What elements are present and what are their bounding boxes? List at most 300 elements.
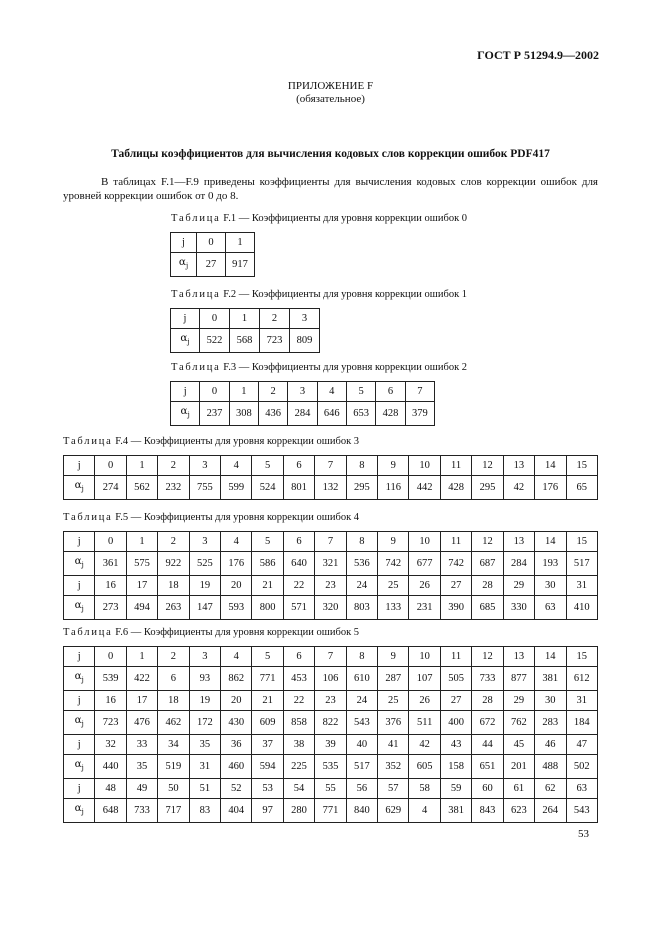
table-caption-text: F.1 — Коэффициенты для уровня коррекции ошибок 0: [223, 213, 468, 224]
j-index-cell: 10: [409, 647, 440, 667]
table-row: [64, 755, 598, 779]
j-index-cell: 0: [200, 382, 229, 402]
j-index-cell: 1: [126, 647, 157, 667]
alpha-symbol: α: [74, 555, 82, 567]
alpha-subscript: j: [81, 808, 84, 817]
coefficient-cell: 352: [378, 755, 409, 779]
coefficient-cell: 640: [283, 552, 314, 576]
coefficient-cell: 599: [221, 476, 252, 500]
j-index-cell: 13: [503, 647, 534, 667]
table-caption-f2: [171, 289, 467, 300]
coefficient-cell: 623: [503, 799, 534, 823]
j-index-cell: 39: [315, 735, 346, 755]
j-index-cell: 0: [200, 309, 230, 329]
table-row: [171, 402, 435, 426]
table-row: [64, 576, 598, 596]
j-index-cell: 15: [566, 647, 598, 667]
j-header-cell: j: [171, 233, 197, 253]
table-row: [171, 253, 255, 277]
coefficient-cell: 755: [189, 476, 220, 500]
coefficient-cell: 284: [288, 402, 317, 426]
coefficient-cell: 543: [346, 711, 377, 735]
j-index-cell: 2: [260, 309, 290, 329]
table-row: [64, 711, 598, 735]
coefficient-cell: 742: [378, 552, 409, 576]
coefficient-cell: 762: [503, 711, 534, 735]
j-index-cell: 7: [315, 456, 346, 476]
table-caption-text: F.5 — Коэффициенты для уровня коррекции ошибок 4: [115, 512, 360, 523]
coefficient-cell: 231: [409, 596, 440, 620]
j-index-cell: 35: [189, 735, 220, 755]
j-index-cell: 3: [290, 309, 320, 329]
j-index-cell: 10: [409, 532, 440, 552]
j-index-cell: 11: [440, 647, 471, 667]
j-index-cell: 26: [409, 691, 440, 711]
j-index-cell: 14: [535, 647, 566, 667]
alpha-subscript: j: [81, 764, 84, 773]
coefficient-cell: 651: [472, 755, 503, 779]
coefficient-cell: 822: [315, 711, 346, 735]
coefficient-cell: 287: [378, 667, 409, 691]
j-index-cell: 42: [409, 735, 440, 755]
j-index-cell: 56: [346, 779, 377, 799]
coefficient-cell: 605: [409, 755, 440, 779]
j-index-cell: 29: [503, 691, 534, 711]
coefficient-cell: 436: [258, 402, 287, 426]
coefficient-cell: 535: [315, 755, 346, 779]
j-index-cell: 20: [221, 576, 252, 596]
coefficient-cell: 106: [315, 667, 346, 691]
j-index-cell: 3: [288, 382, 317, 402]
coefficient-cell: 536: [346, 552, 377, 576]
j-header-cell: j: [64, 576, 95, 596]
table-row: [64, 552, 598, 576]
j-index-cell: 20: [221, 691, 252, 711]
j-index-cell: 33: [126, 735, 157, 755]
j-index-cell: 28: [472, 691, 503, 711]
j-index-cell: 0: [197, 233, 226, 253]
table-label: Таблица: [63, 512, 113, 523]
j-index-cell: 16: [95, 576, 126, 596]
j-index-cell: 4: [221, 647, 252, 667]
j-index-cell: 2: [258, 382, 287, 402]
j-index-cell: 15: [566, 532, 598, 552]
j-header-cell: j: [64, 735, 95, 755]
coefficient-cell: 571: [283, 596, 314, 620]
coefficient-cell: 97: [252, 799, 283, 823]
alpha-header-cell: [64, 596, 95, 620]
coefficient-cell: 488: [535, 755, 566, 779]
j-index-cell: 17: [126, 691, 157, 711]
j-index-cell: 8: [346, 647, 377, 667]
table-f2: [170, 308, 320, 353]
j-index-cell: 24: [346, 576, 377, 596]
coefficient-cell: 843: [472, 799, 503, 823]
j-index-cell: 2: [158, 647, 189, 667]
table-caption-f4: [63, 436, 359, 447]
coefficient-cell: 321: [315, 552, 346, 576]
coefficient-cell: 330: [503, 596, 534, 620]
coefficient-cell: 4: [409, 799, 440, 823]
coefficient-cell: 379: [405, 402, 434, 426]
table-caption-text: F.3 — Коэффициенты для уровня коррекции ошибок 2: [223, 362, 468, 373]
j-index-cell: 3: [189, 647, 220, 667]
j-index-cell: 2: [158, 532, 189, 552]
coefficient-cell: 404: [221, 799, 252, 823]
coefficient-cell: 42: [503, 476, 534, 500]
coefficient-cell: 517: [566, 552, 598, 576]
coefficient-cell: 116: [378, 476, 409, 500]
coefficient-cell: 65: [566, 476, 598, 500]
table-caption-f1: [171, 213, 467, 224]
coefficient-cell: 83: [189, 799, 220, 823]
coefficient-cell: 917: [226, 253, 255, 277]
table-row: [64, 735, 598, 755]
table-caption-f3: [171, 362, 467, 373]
coefficient-cell: 107: [409, 667, 440, 691]
alpha-symbol: α: [178, 256, 186, 268]
j-index-cell: 18: [158, 576, 189, 596]
coefficient-cell: 723: [95, 711, 126, 735]
j-index-cell: 29: [503, 576, 534, 596]
j-index-cell: 38: [283, 735, 314, 755]
coefficient-cell: 295: [346, 476, 377, 500]
j-index-cell: 23: [315, 576, 346, 596]
table-row: [64, 456, 598, 476]
table-row: [64, 691, 598, 711]
j-index-cell: 28: [472, 576, 503, 596]
coefficient-cell: 381: [535, 667, 566, 691]
alpha-header-cell: [171, 329, 200, 353]
coefficient-cell: 274: [95, 476, 126, 500]
j-index-cell: 3: [189, 456, 220, 476]
coefficient-cell: 201: [503, 755, 534, 779]
j-index-cell: 9: [378, 532, 409, 552]
j-index-cell: 6: [283, 456, 314, 476]
coefficient-cell: 803: [346, 596, 377, 620]
table-row: [64, 596, 598, 620]
coefficient-cell: 562: [126, 476, 157, 500]
j-index-cell: 5: [252, 532, 283, 552]
coefficient-cell: 133: [378, 596, 409, 620]
coefficient-cell: 733: [472, 667, 503, 691]
table-f4: [63, 455, 598, 500]
coefficient-cell: 629: [378, 799, 409, 823]
coefficient-cell: 502: [566, 755, 598, 779]
coefficient-cell: 677: [409, 552, 440, 576]
j-index-cell: 5: [252, 456, 283, 476]
j-index-cell: 53: [252, 779, 283, 799]
j-index-cell: 27: [440, 691, 471, 711]
j-index-cell: 0: [95, 456, 126, 476]
alpha-header-cell: [64, 799, 95, 823]
j-index-cell: 63: [566, 779, 598, 799]
j-index-cell: 14: [535, 532, 566, 552]
j-index-cell: 57: [378, 779, 409, 799]
coefficient-cell: 361: [95, 552, 126, 576]
coefficient-cell: 320: [315, 596, 346, 620]
table-f6: [63, 646, 598, 823]
j-index-cell: 0: [95, 532, 126, 552]
coefficient-cell: 809: [290, 329, 320, 353]
j-index-cell: 25: [378, 576, 409, 596]
table-row: [64, 476, 598, 500]
j-index-cell: 25: [378, 691, 409, 711]
coefficient-cell: 381: [440, 799, 471, 823]
j-header-cell: j: [64, 647, 95, 667]
j-index-cell: 9: [378, 647, 409, 667]
alpha-subscript: j: [185, 262, 189, 271]
j-index-cell: 17: [126, 576, 157, 596]
j-index-cell: 30: [535, 576, 566, 596]
appendix-title: ПРИЛОЖЕНИЕ F: [287, 80, 374, 92]
standard-header: ГОСТ Р 51294.9—2002: [477, 48, 599, 62]
j-index-cell: 59: [440, 779, 471, 799]
coefficient-cell: 543: [566, 799, 598, 823]
coefficient-cell: 687: [472, 552, 503, 576]
coefficient-cell: 575: [126, 552, 157, 576]
alpha-subscript: j: [81, 485, 84, 494]
coefficient-cell: 840: [346, 799, 377, 823]
j-index-cell: 46: [535, 735, 566, 755]
table-caption-text: F.6 — Коэффициенты для уровня коррекции ошибок 5: [115, 627, 360, 638]
coefficient-cell: 93: [189, 667, 220, 691]
coefficient-cell: 800: [252, 596, 283, 620]
coefficient-cell: 648: [95, 799, 126, 823]
j-header-cell: j: [64, 532, 95, 552]
j-index-cell: 32: [95, 735, 126, 755]
j-index-cell: 8: [346, 532, 377, 552]
alpha-header-cell: [64, 552, 95, 576]
coefficient-cell: 263: [158, 596, 189, 620]
coefficient-cell: 295: [472, 476, 503, 500]
j-index-cell: 4: [221, 456, 252, 476]
coefficient-cell: 225: [283, 755, 314, 779]
table-row: [171, 309, 320, 329]
j-index-cell: 27: [440, 576, 471, 596]
section-heading: Таблицы коэффициентов для вычисления кодовых слов коррекции ошибок PDF417: [111, 148, 550, 160]
j-header-cell: j: [64, 779, 95, 799]
j-index-cell: 47: [566, 735, 598, 755]
j-index-cell: 58: [409, 779, 440, 799]
coefficient-cell: 430: [221, 711, 252, 735]
j-header-cell: j: [171, 382, 200, 402]
coefficient-cell: 610: [346, 667, 377, 691]
coefficient-cell: 539: [95, 667, 126, 691]
table-row: [171, 329, 320, 353]
coefficient-cell: 877: [503, 667, 534, 691]
j-index-cell: 1: [229, 382, 258, 402]
j-index-cell: 12: [472, 532, 503, 552]
coefficient-cell: 172: [189, 711, 220, 735]
j-index-cell: 19: [189, 576, 220, 596]
j-index-cell: 1: [126, 532, 157, 552]
coefficient-cell: 376: [378, 711, 409, 735]
coefficient-cell: 524: [252, 476, 283, 500]
j-index-cell: 12: [472, 456, 503, 476]
coefficient-cell: 232: [158, 476, 189, 500]
j-index-cell: 62: [535, 779, 566, 799]
coefficient-cell: 273: [95, 596, 126, 620]
table-f1: [170, 232, 255, 277]
coefficient-cell: 646: [317, 402, 346, 426]
intro-paragraph: В таблицах F.1—F.9 приведены коэффициенты для вычисления кодовых слов коррекции ошибок для уровней коррекции ошибок от 0 до 8.: [63, 176, 598, 202]
coefficient-cell: 594: [252, 755, 283, 779]
coefficient-cell: 237: [200, 402, 229, 426]
coefficient-cell: 453: [283, 667, 314, 691]
j-index-cell: 30: [535, 691, 566, 711]
j-index-cell: 22: [283, 691, 314, 711]
coefficient-cell: 609: [252, 711, 283, 735]
coefficient-cell: 717: [158, 799, 189, 823]
alpha-symbol: α: [74, 802, 82, 815]
coefficient-cell: 612: [566, 667, 598, 691]
j-index-cell: 5: [252, 647, 283, 667]
j-index-cell: 49: [126, 779, 157, 799]
coefficient-cell: 922: [158, 552, 189, 576]
j-index-cell: 21: [252, 691, 283, 711]
coefficient-cell: 771: [315, 799, 346, 823]
coefficient-cell: 63: [535, 596, 566, 620]
j-index-cell: 9: [378, 456, 409, 476]
alpha-symbol: α: [74, 599, 82, 612]
coefficient-cell: 723: [260, 329, 290, 353]
alpha-subscript: j: [187, 338, 190, 347]
table-caption-f5: [63, 512, 359, 523]
j-index-cell: 40: [346, 735, 377, 755]
j-index-cell: 6: [283, 647, 314, 667]
coefficient-cell: 176: [221, 552, 252, 576]
j-index-cell: 61: [503, 779, 534, 799]
j-index-cell: 60: [472, 779, 503, 799]
j-index-cell: 1: [226, 233, 255, 253]
j-index-cell: 50: [158, 779, 189, 799]
coefficient-cell: 193: [535, 552, 566, 576]
coefficient-cell: 685: [472, 596, 503, 620]
coefficient-cell: 264: [535, 799, 566, 823]
table-label: Таблица: [63, 436, 113, 447]
j-index-cell: 21: [252, 576, 283, 596]
coefficient-cell: 862: [221, 667, 252, 691]
page-number: 53: [578, 828, 589, 840]
coefficient-cell: 440: [95, 755, 126, 779]
j-index-cell: 11: [440, 532, 471, 552]
j-index-cell: 1: [230, 309, 260, 329]
j-index-cell: 4: [221, 532, 252, 552]
j-header-cell: j: [64, 456, 95, 476]
coefficient-cell: 428: [376, 402, 405, 426]
coefficient-cell: 284: [503, 552, 534, 576]
coefficient-cell: 733: [126, 799, 157, 823]
alpha-header-cell: [171, 253, 197, 277]
alpha-subscript: j: [81, 561, 84, 570]
j-index-cell: 5: [346, 382, 375, 402]
coefficient-cell: 517: [346, 755, 377, 779]
j-index-cell: 43: [440, 735, 471, 755]
coefficient-cell: 476: [126, 711, 157, 735]
alpha-header-cell: [171, 402, 200, 426]
table-label: Таблица: [171, 213, 221, 224]
j-index-cell: 24: [346, 691, 377, 711]
j-index-cell: 6: [376, 382, 405, 402]
j-index-cell: 37: [252, 735, 283, 755]
j-index-cell: 48: [95, 779, 126, 799]
j-index-cell: 23: [315, 691, 346, 711]
coefficient-cell: 858: [283, 711, 314, 735]
coefficient-cell: 742: [440, 552, 471, 576]
coefficient-cell: 410: [566, 596, 598, 620]
coefficient-cell: 428: [440, 476, 471, 500]
j-index-cell: 31: [566, 691, 598, 711]
coefficient-cell: 505: [440, 667, 471, 691]
coefficient-cell: 158: [440, 755, 471, 779]
j-index-cell: 54: [283, 779, 314, 799]
appendix-status: (обязательное): [296, 93, 365, 105]
coefficient-cell: 672: [472, 711, 503, 735]
j-index-cell: 12: [472, 647, 503, 667]
j-index-cell: 55: [315, 779, 346, 799]
coefficient-cell: 462: [158, 711, 189, 735]
j-index-cell: 10: [409, 456, 440, 476]
j-index-cell: 31: [566, 576, 598, 596]
table-row: [171, 233, 255, 253]
j-index-cell: 2: [158, 456, 189, 476]
table-caption-text: F.2 — Коэффициенты для уровня коррекции ошибок 1: [223, 289, 468, 300]
table-label: Таблица: [63, 627, 113, 638]
coefficient-cell: 460: [221, 755, 252, 779]
coefficient-cell: 176: [535, 476, 566, 500]
coefficient-cell: 593: [221, 596, 252, 620]
alpha-header-cell: [64, 711, 95, 735]
table-caption-text: F.4 — Коэффициенты для уровня коррекции ошибок 3: [115, 436, 360, 447]
j-index-cell: 7: [405, 382, 434, 402]
table-f3: [170, 381, 435, 426]
coefficient-cell: 442: [409, 476, 440, 500]
coefficient-cell: 519: [158, 755, 189, 779]
coefficient-cell: 147: [189, 596, 220, 620]
table-row: [64, 779, 598, 799]
j-index-cell: 41: [378, 735, 409, 755]
j-index-cell: 7: [315, 532, 346, 552]
j-index-cell: 15: [566, 456, 598, 476]
alpha-symbol: α: [74, 479, 82, 491]
table-row: [64, 532, 598, 552]
j-index-cell: 34: [158, 735, 189, 755]
table-row: [64, 647, 598, 667]
coefficient-cell: 801: [283, 476, 314, 500]
j-index-cell: 8: [346, 456, 377, 476]
table-caption-f6: [63, 627, 359, 638]
coefficient-cell: 35: [126, 755, 157, 779]
coefficient-cell: 400: [440, 711, 471, 735]
alpha-header-cell: [64, 476, 95, 500]
alpha-symbol: α: [74, 670, 82, 682]
coefficient-cell: 494: [126, 596, 157, 620]
j-index-cell: 52: [221, 779, 252, 799]
j-index-cell: 1: [126, 456, 157, 476]
alpha-symbol: α: [180, 332, 188, 344]
coefficient-cell: 308: [229, 402, 258, 426]
j-index-cell: 7: [315, 647, 346, 667]
j-index-cell: 44: [472, 735, 503, 755]
coefficient-cell: 522: [200, 329, 230, 353]
j-index-cell: 4: [317, 382, 346, 402]
coefficient-cell: 280: [283, 799, 314, 823]
coefficient-cell: 771: [252, 667, 283, 691]
coefficient-cell: 568: [230, 329, 260, 353]
table-label: Таблица: [171, 362, 221, 373]
j-index-cell: 0: [95, 647, 126, 667]
